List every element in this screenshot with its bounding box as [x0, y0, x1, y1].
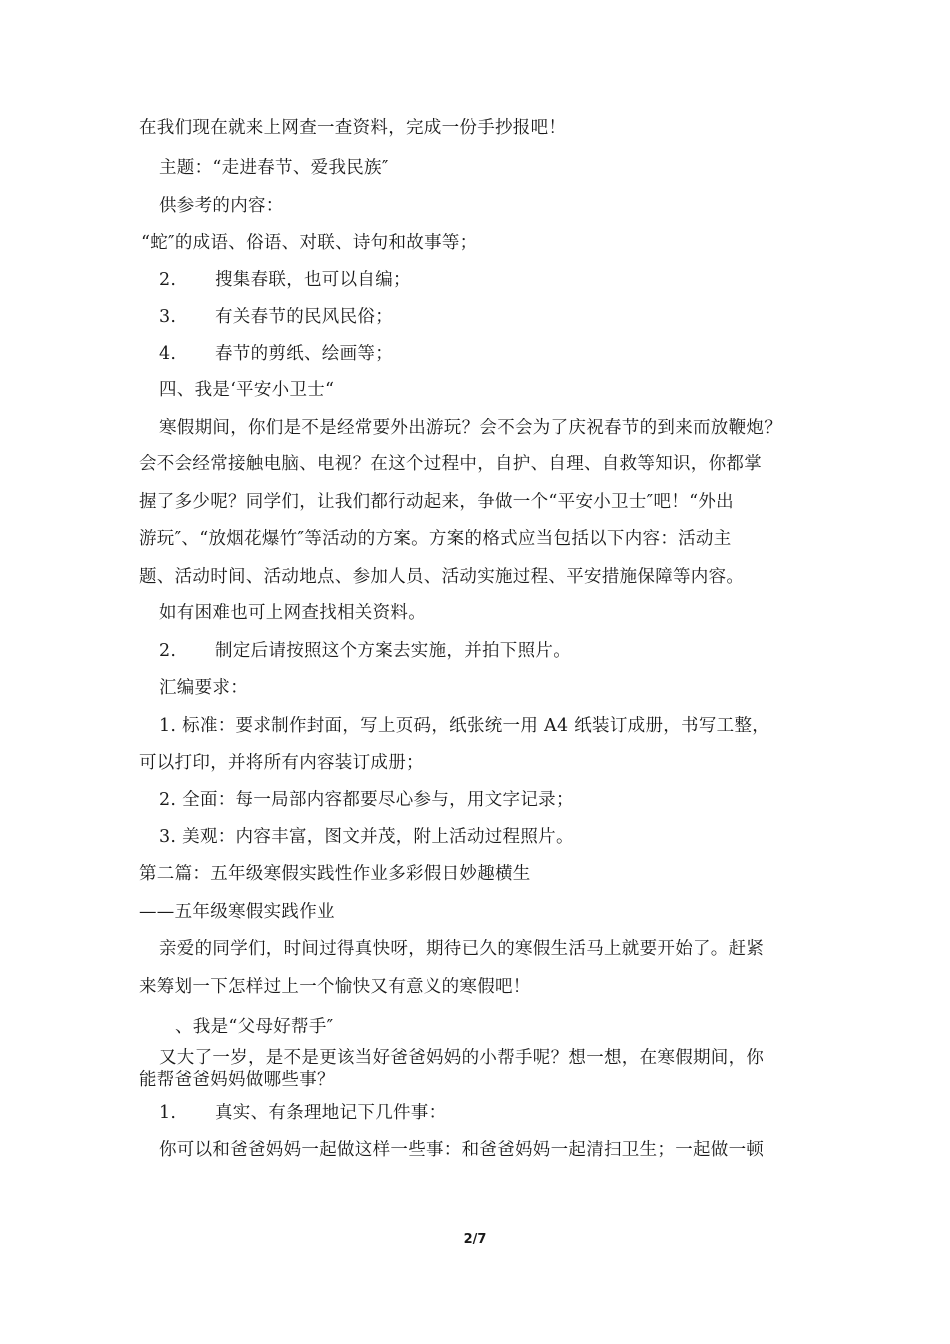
text-line: 亲爱的同学们，时间过得真快呀，期待已久的寒假生活马上就要开始了。赶紧 [159, 939, 765, 959]
list-item [159, 268, 411, 292]
list-item [159, 1101, 446, 1125]
text-line: 主题：“走进春节、爱我民族″ [159, 158, 389, 178]
list-text: 真实、有条理地记下几件事： [215, 1103, 447, 1123]
list-number: 4. [159, 344, 177, 364]
text-line: 1. 标准：要求制作封面，写上页码，纸张统一用 A4 纸装订成册，书写工整， [159, 716, 771, 736]
page-number: 2/7 [463, 1232, 487, 1247]
section-heading: 四、我是‘平安小卫士“ [159, 380, 335, 400]
text-line: 来筹划一下怎样过上一个愉快又有意义的寒假吧！ [139, 977, 531, 997]
list-item [159, 305, 393, 329]
text-line: 如有困难也可上网查找相关资料。 [159, 603, 426, 623]
text-line: 2. 全面：每一局部内容都要尽心参与，用文字记录； [159, 790, 574, 810]
text-line: 3. 美观：内容丰富，图文并茂，附上活动过程照片。 [159, 827, 574, 847]
chapter-title: 第二篇：五年级寒假实践性作业多彩假日妙趣横生 [139, 864, 531, 884]
text-line: 游玩″、“放烟花爆竹″等活动的方案。方案的格式应当包括以下内容：活动主 [139, 529, 732, 549]
list-item [159, 639, 571, 663]
list-number: 3. [159, 307, 177, 327]
text-line: 供参考的内容： [159, 196, 284, 216]
text-line: “蛇″的成语、俗语、对联、诗句和故事等； [141, 233, 478, 253]
text-line: 题、活动时间、活动地点、参加人员、活动实施过程、平安措施保障等内容。 [139, 567, 745, 587]
chapter-subtitle: ——五年级寒假实践作业 [139, 902, 335, 922]
text-line: 又大了一岁，是不是更该当好爸爸妈妈的小帮手呢？想一想，在寒假期间，你 [159, 1048, 765, 1068]
text-line: 汇编要求： [159, 678, 248, 698]
text-line: 握了多少呢？同学们，让我们都行动起来，争做一个“平安小卫士″吧！“外出 [139, 492, 734, 512]
list-text: 春节的剪纸、绘画等； [215, 344, 393, 364]
list-number: 1. [159, 1103, 177, 1123]
list-text: 有关春节的民风民俗； [215, 307, 393, 327]
text-line: 寒假期间，你们是不是经常要外出游玩？会不会为了庆祝春节的到来而放鞭炮？ [159, 418, 782, 438]
list-number: 2. [159, 270, 177, 290]
text-line: 可以打印，并将所有内容装订成册； [139, 753, 424, 773]
list-text: 制定后请按照这个方案去实施，并拍下照片。 [215, 641, 571, 661]
text-line: 在我们现在就来上网查一查资料，完成一份手抄报吧！ [139, 118, 567, 138]
text-line: 会不会经常接触电脑、电视？在这个过程中，自护、自理、自救等知识，你都掌 [139, 454, 762, 474]
list-number: 2. [159, 641, 177, 661]
list-text: 搜集春联，也可以自编； [215, 270, 411, 290]
section-heading: 、我是“父母好帮手″ [175, 1017, 334, 1037]
text-line: 能帮爸爸妈妈做哪些事？ [139, 1070, 335, 1090]
list-item [159, 342, 393, 366]
text-line: 你可以和爸爸妈妈一起做这样一些事：和爸爸妈妈一起清扫卫生；一起做一顿 [159, 1140, 765, 1160]
